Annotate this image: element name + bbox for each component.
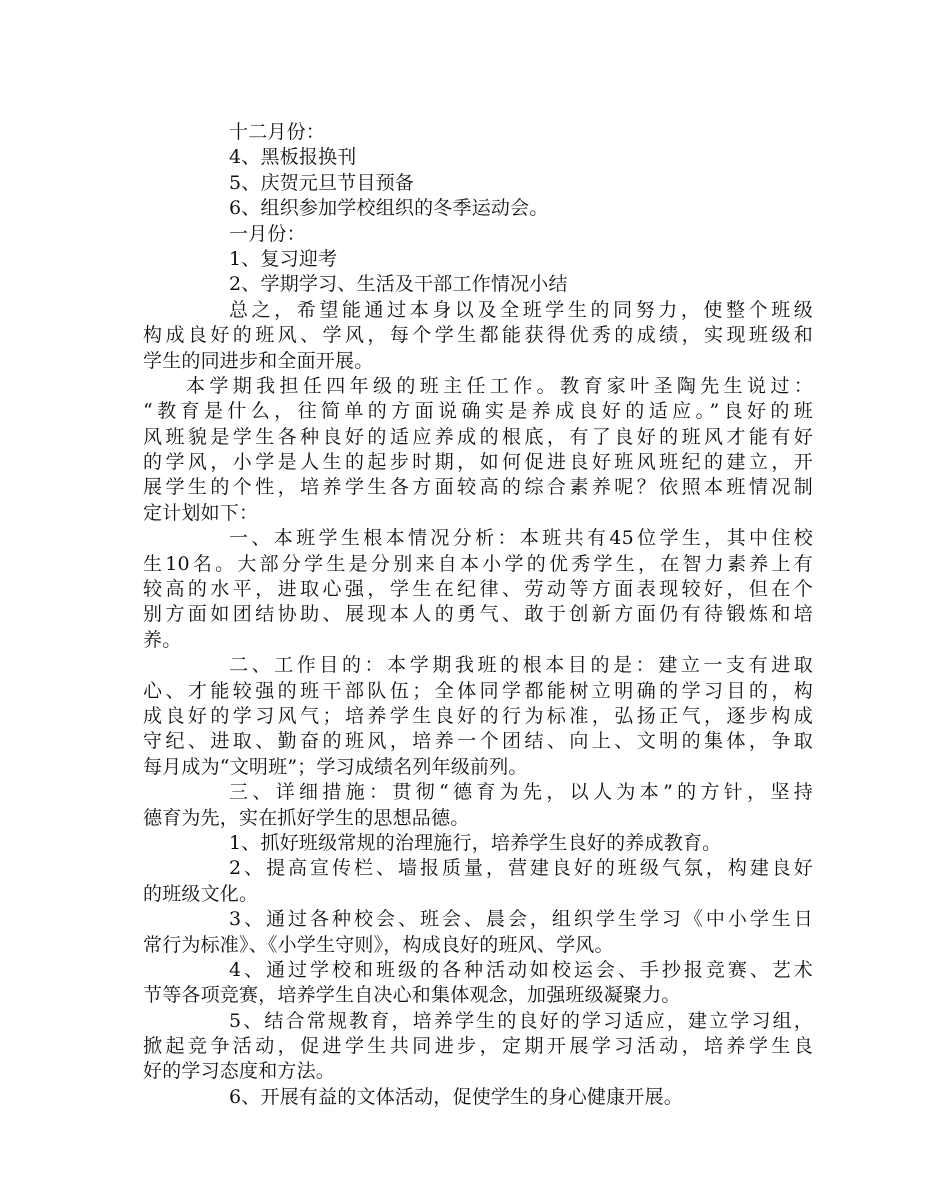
text-line: 每月成为“文明班”；学习成绩名列年级前列。 [143,755,528,778]
text-line: 6、开展有益的文体活动，促使学生的身心健康开展。 [229,1085,683,1108]
text-line: 常行为标准》、《小学生守则》，构成良好的班风、学风。 [143,933,614,956]
text-line: 定计划如下： [143,501,259,524]
text-line: 展学生的个性，培养学生各方面较高的综合素养呢？依照本班情况制 [143,476,813,499]
text-line: 1、抓好班级常规的治理施行，培养学生良好的养成教育。 [229,831,722,854]
text-line: 好的学习态度和方法。 [143,1060,336,1083]
text-line: 学生的同进步和全面开展。 [143,349,374,372]
text-line: 总之，希望能通过本身以及全班学生的同努力，使整个班级 [229,298,813,321]
text-line: 一月份： [229,222,306,245]
text-line: 二、工作目的：本学期我班的根本目的是：建立一支有进取 [229,654,813,677]
text-line: 风班貌是学生各种良好的适应养成的根底，有了良好的班风才能有好 [143,425,813,448]
text-line: 节等各项竞赛，培养学生自决心和集体观念，加强班级凝聚力。 [143,984,681,1007]
text-line: 别方面如团结协助、展现本人的勇气、敢于创新方面仍有待锻炼和培 [143,603,813,626]
text-line: 构成良好的班风、学风，每个学生都能获得优秀的成绩，实现班级和 [143,324,813,347]
text-line: 2、学期学习、生活及干部工作情况小结 [229,273,568,296]
text-line: 德育为先，实在抓好学生的思想品德。 [143,806,470,829]
text-line: 养。 [143,628,182,651]
text-line: 生10名。大部分学生是分别来自本小学的优秀学生，在智力素养上有 [143,552,813,575]
text-line: 三、详细措施：贯彻“德育为先，以人为本”的方针，坚持 [229,781,813,804]
document-body [143,120,813,1110]
text-line: “教育是什么，往简单的方面说确实是养成良好的适应。”良好的班 [143,400,813,423]
text-line: 4、黑板报换刊 [229,146,357,169]
text-line: 掀起竞争活动，促进学生共同进步，定期开展学习活动，培养学生良 [143,1035,813,1058]
text-line: 2、提高宣传栏、墙报质量，营建良好的班级气氛，构建良好 [229,857,813,880]
text-line: 5、结合常规教育，培养学生的良好的学习适应，建立学习组， [229,1009,813,1032]
text-line: 十二月份： [229,121,326,143]
text-line: 的学风，小学是人生的起步时期，如何促进良好班风班纪的建立，开 [143,451,813,474]
text-line: 本学期我担任四年级的班主任工作。教育家叶圣陶先生说过： [186,374,813,397]
text-line: 3、通过各种校会、班会、晨会，组织学生学习《中小学生日 [229,908,813,931]
text-line: 6、组织参加学校组织的冬季运动会。 [229,197,549,220]
text-line: 1、复习迎考 [229,247,338,270]
text-line: 4、通过学校和班级的各种活动如校运会、手抄报竞赛、艺术 [229,958,813,981]
text-line: 5、庆贺元旦节目预备 [229,171,415,194]
text-line: 成良好的学习风气；培养学生良好的行为标准，弘扬正气，逐步构成 [143,704,813,727]
text-line: 守纪、进取、勤奋的班风，培养一个团结、向上、文明的集体，争取 [143,730,813,753]
text-line: 较高的水平，进取心强，学生在纪律、劳动等方面表现较好，但在个 [143,578,813,601]
text-line: 心、才能较强的班干部队伍；全体同学都能树立明确的学习目的，构 [143,679,813,702]
text-line: 一、本班学生根本情况分析：本班共有45位学生，其中住校 [229,527,813,550]
text-line: 的班级文化。 [143,882,259,905]
